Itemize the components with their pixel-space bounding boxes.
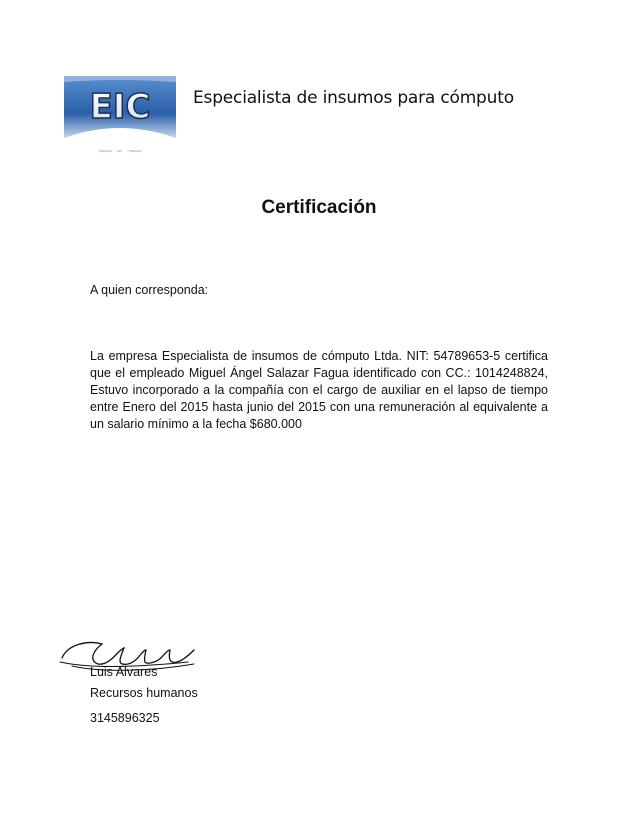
logo-text: EIC bbox=[89, 87, 151, 127]
signer-department: Recursos humanos bbox=[90, 686, 198, 700]
company-name: Especialista de insumos para cómputo bbox=[193, 88, 514, 108]
certificate-body: La empresa Especialista de insumos de cómputo Ltda. NIT: 54789653-5 certifica que el empleado Miguel Ángel Salazar Fagua identificado con CC.: 1014248824, Estuvo incorporado a la compañía con el cargo de auxiliar en el lapso de tiempo entre Enero del 2015 hasta junio del 2015 con una remuneración al equivalente a un salario mínimo a la fecha $680.000 bbox=[90, 349, 548, 431]
salutation: A quien corresponda: bbox=[90, 283, 209, 297]
signer-name: Luis Alvares bbox=[90, 665, 158, 679]
signer-phone: 3145896325 bbox=[90, 711, 160, 725]
company-logo bbox=[60, 72, 180, 152]
document-title: Certificación bbox=[261, 197, 377, 218]
